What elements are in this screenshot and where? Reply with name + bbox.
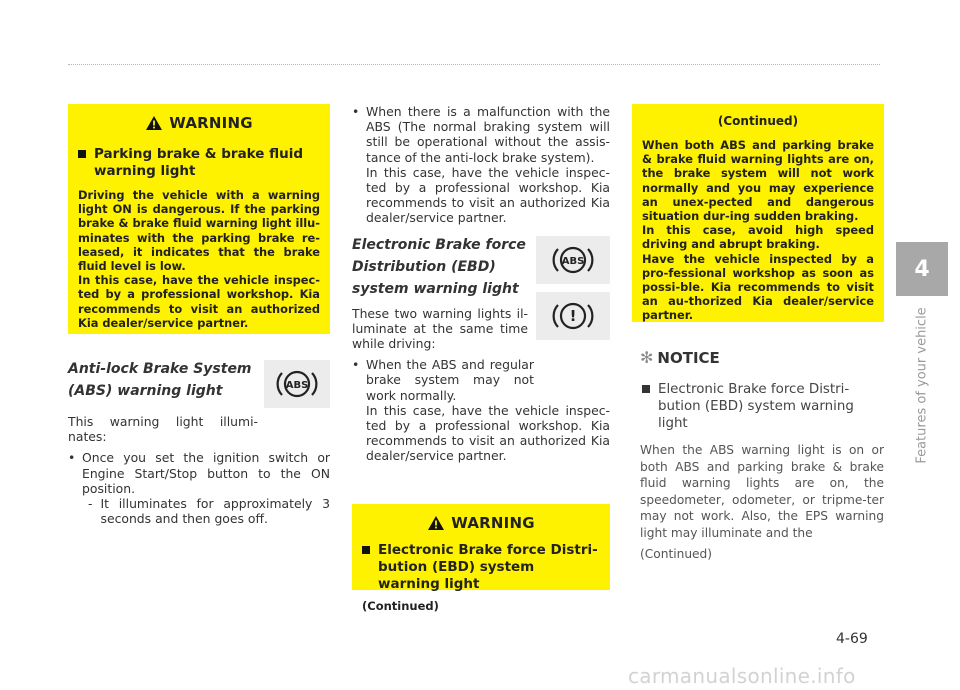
square-bullet-icon — [362, 546, 370, 554]
warning-title — [78, 114, 320, 132]
warning-continued: (Continued) — [362, 598, 439, 613]
ebd-follow: In this case, have the vehicle inspec-ted by a professional workshop. Kia recommends to visit an authorized Kia dealer/service partner. — [366, 402, 610, 464]
bullet-dot: • — [352, 357, 360, 373]
notice-star-icon: ✻ — [640, 348, 654, 367]
watermark: carmanualsonline.info — [628, 664, 856, 688]
warning-title-text: WARNING — [451, 513, 535, 532]
warning-title-text: WARNING — [169, 114, 253, 132]
ebd-section-title — [352, 234, 526, 300]
abs-subbullet-text: It illuminates for approximately 3 seconds and then goes off. — [100, 496, 330, 527]
notice-title-text: NOTICE — [657, 348, 720, 367]
column-3 — [632, 104, 884, 562]
malfunction-bullet-text: When there is a malfunction with the ABS (The normal braking system will still be operational without the assis-tance of the anti-lock brake system). — [366, 104, 610, 165]
warning-heading-text: Electronic Brake force Distri-bution (EBD) system warning light — [378, 541, 598, 592]
warning-body: Driving the vehicle with a warning light ON is dangerous. If the parking brake & brake fluid warning light illu-minates with the parking brake re-leased, it indicates that the brake fluid level is low. — [78, 188, 320, 274]
chapter-tab: 4 — [896, 242, 948, 296]
warning-triangle-icon — [427, 515, 445, 531]
continued-label: (Continued) — [717, 114, 799, 128]
square-bullet-icon — [78, 150, 86, 158]
abs-section-head — [68, 358, 330, 408]
ebd-title-line-2: Distribution (EBD) — [352, 258, 496, 275]
warning-heading — [78, 146, 320, 180]
abs-icon-text: ABS — [561, 255, 585, 267]
brake-warning-icon — [550, 299, 596, 333]
warning-box-ebd — [352, 504, 610, 613]
notice-title — [640, 348, 884, 367]
notice-body: When the ABS warning light is on or both ABS and parking brake & brake fluid warning lights are on, the speedometer, odometer, or tripme-ter may not work. Also, the EPS warning light may illuminate and the — [640, 443, 884, 540]
warning-heading-text: Parking brake & brake fluid warning light — [94, 146, 304, 179]
warning-box-parking-brake — [68, 104, 330, 334]
abs-icon-box — [264, 360, 330, 408]
abs-title-line-1: Anti-lock Brake System — [68, 361, 252, 377]
column-1 — [68, 104, 330, 526]
bullet-dot: • — [352, 104, 360, 119]
warning-heading — [362, 542, 600, 593]
bullet-dot: • — [68, 450, 76, 466]
abs-warning-icon — [550, 243, 596, 277]
warning-triangle-icon — [145, 115, 163, 131]
abs-bullet-text: Once you set the ignition switch or Engine Start/Stop button to the ON position. — [82, 450, 330, 496]
abs-subbullet — [88, 496, 330, 526]
abs-title-line-2: (ABS) warning light — [68, 383, 223, 399]
warning-body-2: In this case, have the vehicle inspec-ted by a professional workshop. Kia recommends to visit an authorized Kia dealer/service partner. — [78, 273, 320, 330]
ebd-intro: These two warning lights il-luminate at the same time while driving: — [352, 305, 528, 352]
notice-heading — [642, 381, 884, 432]
square-bullet-icon — [642, 385, 650, 393]
ebd-title-line-1: Electronic Brake force — [352, 236, 526, 253]
brake-icon-box — [536, 292, 610, 340]
abs-icon-text: ABS — [285, 380, 309, 391]
abs-bullet — [68, 450, 330, 496]
warning-body: When both ABS and parking brake & brake fluid warning lights are on, the brake system will not work normally and you may experience an unex-pected and dangerous situation dur-ing sudden braking. — [642, 138, 874, 224]
warning-title — [362, 514, 600, 532]
ebd-bullet-text: When the ABS and regular brake system may not work normally. — [366, 357, 534, 403]
ebd-intro-row — [352, 306, 610, 352]
abs-warning-icon — [274, 367, 320, 401]
chapter-label — [895, 306, 949, 464]
brake-icon-text: ! — [569, 306, 577, 325]
malfunction-bullet — [352, 104, 610, 165]
column-2 — [352, 104, 610, 613]
dash-marker: - — [88, 496, 93, 512]
notice-continued: (Continued) — [640, 546, 713, 561]
ebd-title-line-3: system warning light — [352, 280, 519, 297]
ebd-abs-icon-box — [536, 236, 610, 284]
top-rule — [68, 64, 880, 65]
chapter-label-text: Features of your vehicle — [914, 306, 930, 464]
ebd-section-head — [352, 234, 610, 300]
warning-box-continued — [632, 104, 884, 322]
notice-heading-text: Electronic Brake force Distri-bution (EBD) system warning light — [658, 382, 854, 431]
abs-section-title — [68, 358, 252, 402]
warning-body-3: Have the vehicle inspected by a pro-fessional workshop as soon as possi-ble. Kia recommends to visit an au-thorized Kia dealer/service partner. — [642, 251, 874, 323]
malfunction-follow: In this case, have the vehicle inspec-ted by a professional workshop. Kia recommends to visit an authorized Kia dealer/service partner. — [366, 164, 610, 226]
abs-intro: This warning light illumi-nates: — [68, 414, 258, 445]
ebd-bullet — [352, 357, 534, 403]
page-number: 4-69 — [836, 631, 868, 647]
warning-body-2: In this case, avoid high speed driving and abrupt braking. — [642, 223, 874, 252]
